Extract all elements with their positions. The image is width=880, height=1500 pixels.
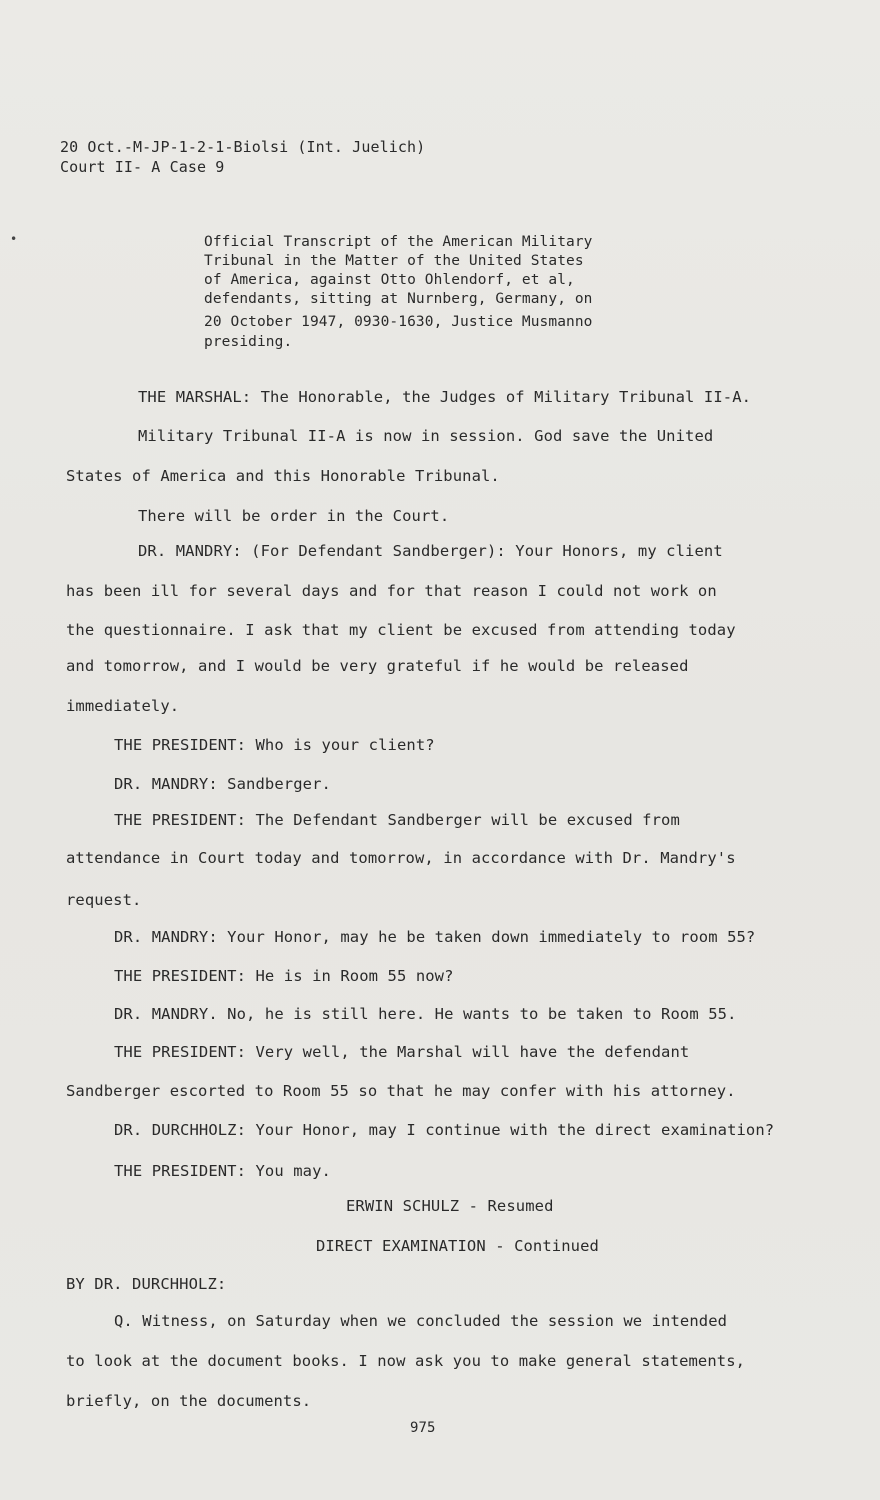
- transcript-line: DR. MANDRY: Sandberger.: [114, 775, 331, 793]
- transcript-line: immediately.: [66, 697, 180, 715]
- transcript-line: briefly, on the documents.: [66, 1392, 312, 1410]
- transcript-line: There will be order in the Court.: [138, 507, 450, 525]
- preamble-line: 20 October 1947, 0930-1630, Justice Musmanno: [204, 314, 593, 330]
- page-number: 975: [410, 1420, 436, 1436]
- header-line-1: 20 Oct.-M-JP-1-2-1-Biolsi (Int. Juelich): [60, 138, 426, 156]
- transcript-line: and tomorrow, and I would be very grateful if he would be released: [66, 657, 689, 675]
- transcript-line: DR. DURCHHOLZ: Your Honor, may I continue with the direct examination?: [114, 1121, 775, 1139]
- preamble-line: Official Transcript of the American Military: [204, 234, 593, 250]
- transcript-line: DR. MANDRY: (For Defendant Sandberger): Your Honors, my client: [138, 542, 723, 560]
- preamble-line: Tribunal in the Matter of the United States: [204, 253, 584, 269]
- transcript-line: to look at the document books. I now ask you to make general statements,: [66, 1352, 746, 1370]
- transcript-line: DR. MANDRY. No, he is still here. He wants to be taken to Room 55.: [114, 1005, 737, 1023]
- preamble-line: presiding.: [204, 334, 293, 350]
- transcript-line: Q. Witness, on Saturday when we concluded the session we intended: [114, 1312, 728, 1330]
- transcript-line: DR. MANDRY: Your Honor, may he be taken down immediately to room 55?: [114, 928, 756, 946]
- transcript-line: the questionnaire. I ask that my client be excused from attending today: [66, 621, 736, 639]
- transcript-line: States of America and this Honorable Tribunal.: [66, 467, 500, 485]
- transcript-line: THE PRESIDENT: You may.: [114, 1162, 331, 1180]
- transcript-line: Military Tribunal II-A is now in session. God save the United: [138, 427, 714, 445]
- examiner-line: BY DR. DURCHHOLZ:: [66, 1275, 227, 1293]
- section-heading: ERWIN SCHULZ - Resumed: [346, 1197, 554, 1215]
- transcript-line: request.: [66, 891, 142, 909]
- transcript-line: THE PRESIDENT: The Defendant Sandberger will be excused from: [114, 811, 680, 829]
- preamble-line: defendants, sitting at Nurnberg, Germany, on: [204, 291, 593, 307]
- transcript-line: THE PRESIDENT: He is in Room 55 now?: [114, 967, 454, 985]
- transcript-line: THE MARSHAL: The Honorable, the Judges of Military Tribunal II-A.: [138, 388, 752, 406]
- transcript-line: THE PRESIDENT: Very well, the Marshal will have the defendant: [114, 1043, 690, 1061]
- preamble-line: of America, against Otto Ohlendorf, et al,: [204, 272, 575, 288]
- header-line-2: Court II- A Case 9: [60, 158, 225, 176]
- section-heading: DIRECT EXAMINATION - Continued: [316, 1237, 599, 1255]
- margin-mark: •: [10, 232, 18, 246]
- transcript-line: Sandberger escorted to Room 55 so that he may confer with his attorney.: [66, 1082, 736, 1100]
- transcript-line: has been ill for several days and for that reason I could not work on: [66, 582, 717, 600]
- transcript-line: attendance in Court today and tomorrow, in accordance with Dr. Mandry's: [66, 849, 736, 867]
- transcript-line: THE PRESIDENT: Who is your client?: [114, 736, 435, 754]
